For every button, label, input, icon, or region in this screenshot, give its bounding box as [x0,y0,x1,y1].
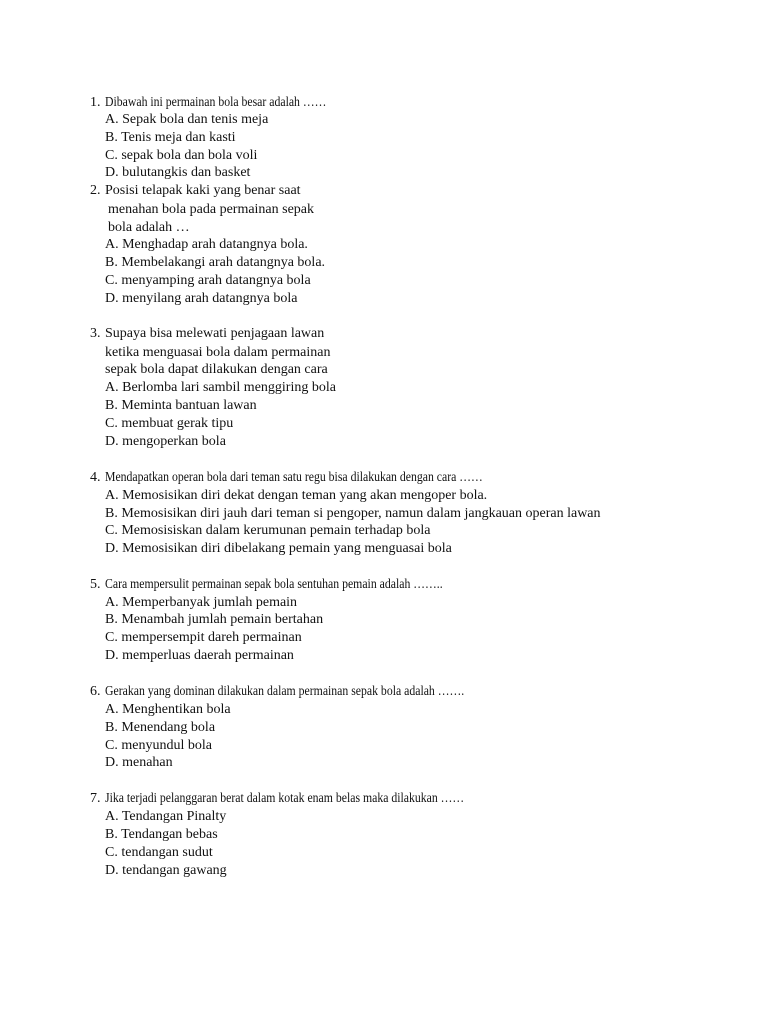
question-2-option-d: D. menyilang arah datangnya bola [105,291,298,306]
question-2-option-c: C. menyamping arah datangnya bola [105,273,311,288]
question-2-stem-line-1: Posisi telapak kaki yang benar saat [105,183,301,198]
question-1-stem-text: Dibawah ini permainan bola besar adalah …… [105,95,327,110]
question-2-stem-line-3: bola adalah … [108,220,190,235]
question-6-number: 6. [90,684,101,699]
question-6-option-a: A. Menghentikan bola [105,702,231,717]
question-7-option-b: B. Tendangan bebas [105,827,218,842]
question-5-option-a: A. Memperbanyak jumlah pemain [105,595,298,610]
question-1-option-d: D. bulutangkis dan basket [105,165,251,180]
question-5-number: 5. [90,577,101,592]
question-5-stem-line-1 [105,576,507,594]
question-7-option-c: C. tendangan sudut [105,845,213,860]
question-7-option-d: D. tendangan gawang [105,863,227,878]
question-4-option-a: A. Memosisikan diri dekat dengan teman yang akan mengoper bola. [105,488,488,503]
question-1-option-a: A. Sepak bola dan tenis meja [105,112,269,127]
question-2-number: 2. [90,183,101,198]
question-3-option-b: B. Meminta bantuan lawan [105,398,257,413]
question-4-option-b: B. Memosisikan diri jauh dari teman si pengoper, namun dalam jangkauan operan lawan [105,506,601,521]
question-6-option-c: C. menyundul bola [105,738,212,753]
question-7-stem-line-1 [105,790,533,808]
question-5-stem-text: Cara mempersulit permainan sepak bola sentuhan pemain adalah …….. [105,577,443,592]
question-6-stem-text: Gerakan yang dominan dilakukan dalam permainan sepak bola adalah ……. [105,684,465,699]
question-4-stem-line-1 [105,469,555,487]
question-3-option-a: A. Berlomba lari sambil menggiring bola [105,380,336,395]
question-5-option-b: B. Menambah jumlah pemain bertahan [105,612,324,627]
question-6-stem-line-1 [105,683,533,701]
question-1-number: 1. [90,95,101,110]
question-5-option-c: C. mempersempit dareh permainan [105,630,302,645]
question-7-number: 7. [90,791,101,806]
question-4-number: 4. [90,470,101,485]
question-7-option-a: A. Tendangan Pinalty [105,809,227,824]
question-2-option-b: B. Membelakangi arah datangnya bola. [105,255,326,270]
question-1-option-b: B. Tenis meja dan kasti [105,130,236,145]
question-5-option-d: D. memperluas daerah permainan [105,648,294,663]
question-3-number: 3. [90,326,101,341]
question-6-option-b: B. Menendang bola [105,720,216,735]
question-7-stem-text: Jika terjadi pelanggaran berat dalam kotak enam belas maka dilakukan …… [105,791,465,806]
question-3-stem-line-2: ketika menguasai bola dalam permainan [105,345,331,360]
question-3-stem-line-3: sepak bola dapat dilakukan dengan cara [105,362,328,377]
question-1-stem-line-1 [105,94,369,112]
question-1-option-c: C. sepak bola dan bola voli [105,148,258,163]
question-2-option-a: A. Menghadap arah datangnya bola. [105,237,308,252]
question-4-option-d: D. Memosisikan diri dibelakang pemain yang menguasai bola [105,541,452,556]
question-3-option-c: C. membuat gerak tipu [105,416,234,431]
question-4-option-c: C. Memosisiskan dalam kerumunan pemain terhadap bola [105,523,431,538]
question-2-stem-line-2: menahan bola pada permainan sepak [108,202,315,217]
question-3-option-d: D. mengoperkan bola [105,434,226,449]
question-6-option-d: D. menahan [105,755,173,770]
question-3-stem-line-1: Supaya bisa melewati penjagaan lawan [105,326,325,341]
question-4-stem-text: Mendapatkan operan bola dari teman satu regu bisa dilakukan dengan cara …… [105,470,483,485]
